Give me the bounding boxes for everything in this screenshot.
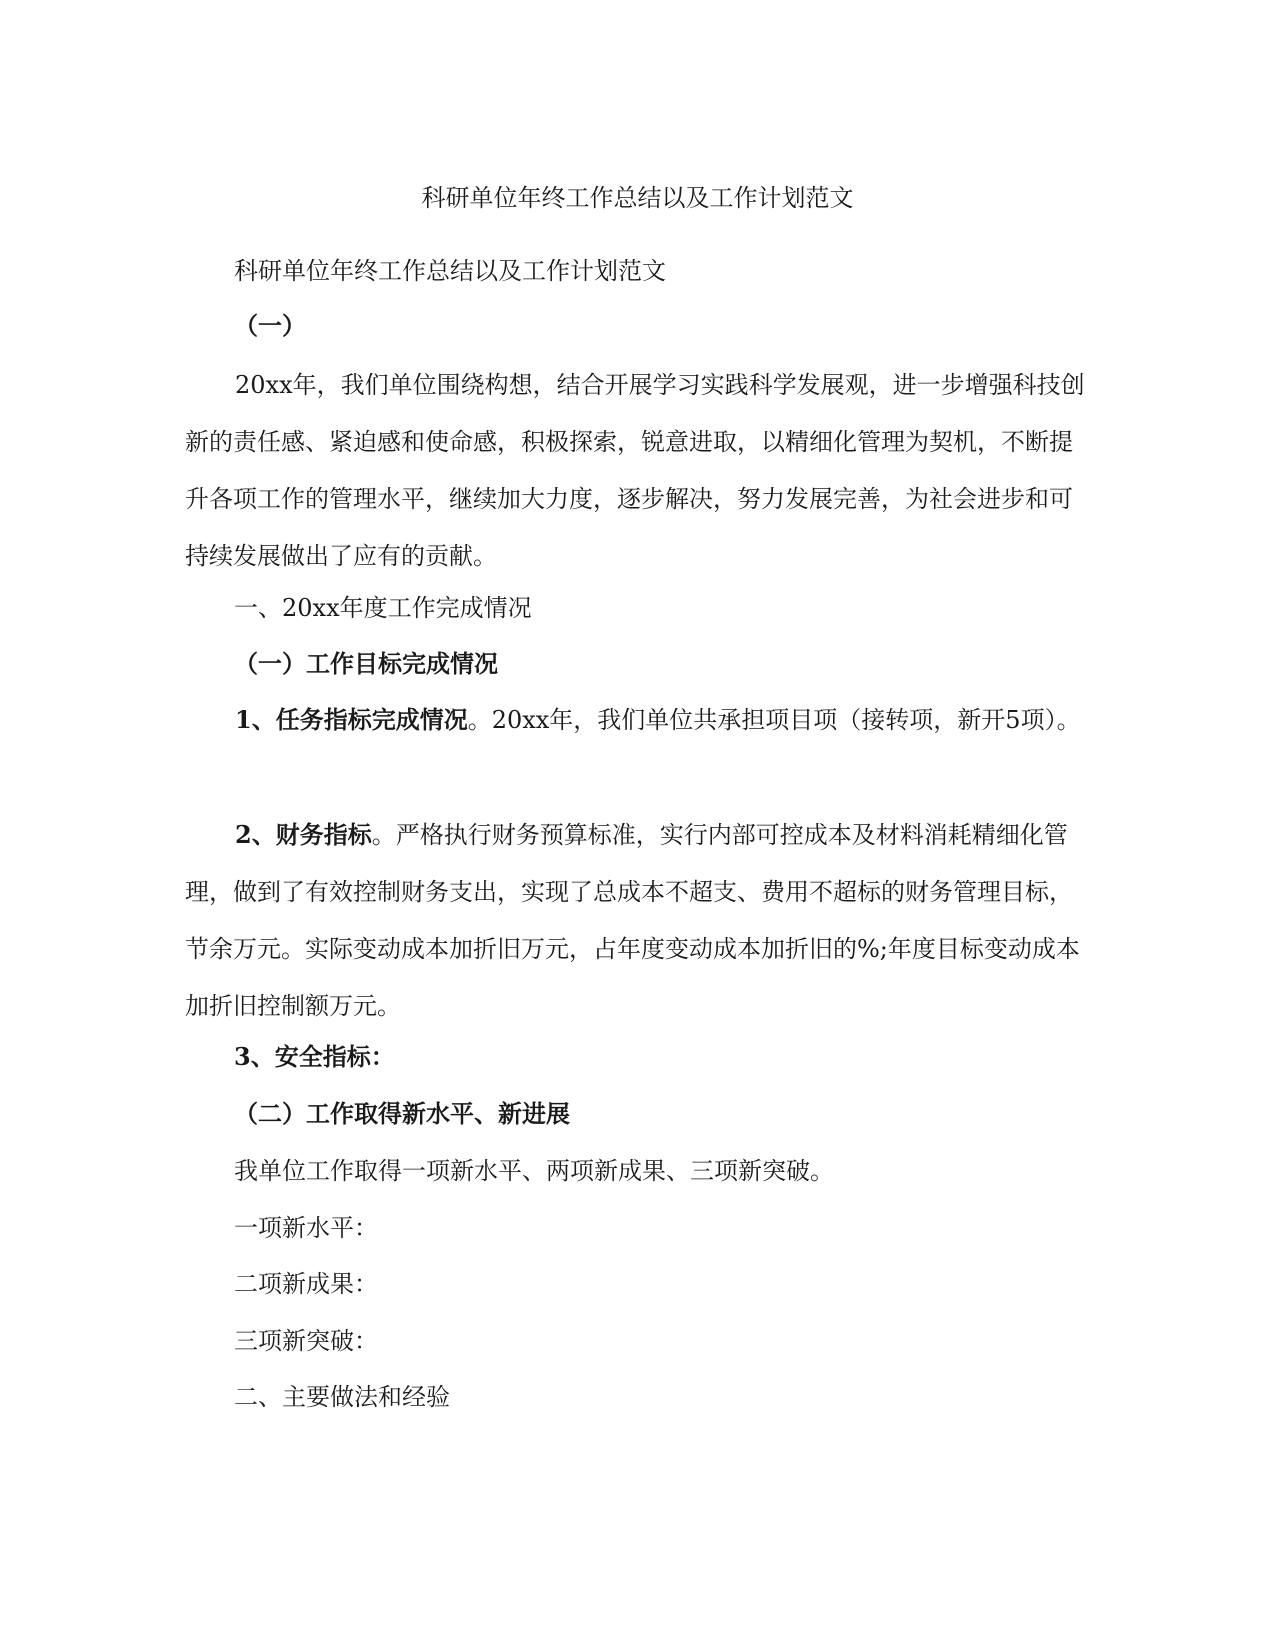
achievements-summary: 我单位工作取得一项新水平、两项新成果、三项新突破。 (234, 1157, 834, 1185)
section-two-heading: 二、主要做法和经验 (234, 1383, 450, 1411)
subsection-one-heading: （一）工作目标完成情况 (234, 649, 498, 678)
item-1-label: 1、任务指标完成情况 (235, 705, 468, 734)
item-2-label: 2、财务指标 (235, 820, 372, 849)
document-title: 科研单位年终工作总结以及工作计划范文 (421, 184, 854, 212)
item-3-heading: 3、安全指标： (234, 1042, 395, 1071)
new-breakthroughs-label: 三项新突破： (234, 1327, 378, 1355)
new-level-label: 一项新水平： (234, 1214, 378, 1242)
intro-paragraph: 20xx年，我们单位围绕构想，结合开展学习实践科学发展观，进一步增强科技创新的责任感、紧迫感和使命感，积极探索，锐意进取，以精细化管理为契机，不断提升各项工作的管理水平，继续加大力度，逐步解决，努力发展完善，为社会进步和可持续发展做出了应有的贡献。 (185, 371, 1085, 570)
part-marker: （一） (234, 311, 306, 340)
document-subtitle: 科研单位年终工作总结以及工作计划范文 (234, 257, 666, 285)
section-one-heading: 一、20xx年度工作完成情况 (234, 594, 532, 622)
subsection-two-heading: （二）工作取得新水平、新进展 (234, 1099, 570, 1128)
item-1-paragraph (185, 691, 1090, 749)
item-2-paragraph (185, 806, 1090, 1035)
new-results-label: 二项新成果： (234, 1270, 378, 1298)
item-2-text: 。严格执行财务预算标准，实行内部可控成本及材料消耗精细化管理，做到了有效控制财务支出，实现了总成本不超支、费用不超标的财务管理目标，节余万元。实际变动成本加折旧万元，占年度变动成本加折旧的%;年度目标变动成本加折旧控制额万元。 (185, 821, 1080, 1020)
item-1-text: 。20xx年，我们单位共承担项目项（接转项，新开5项）。 (467, 706, 1081, 734)
